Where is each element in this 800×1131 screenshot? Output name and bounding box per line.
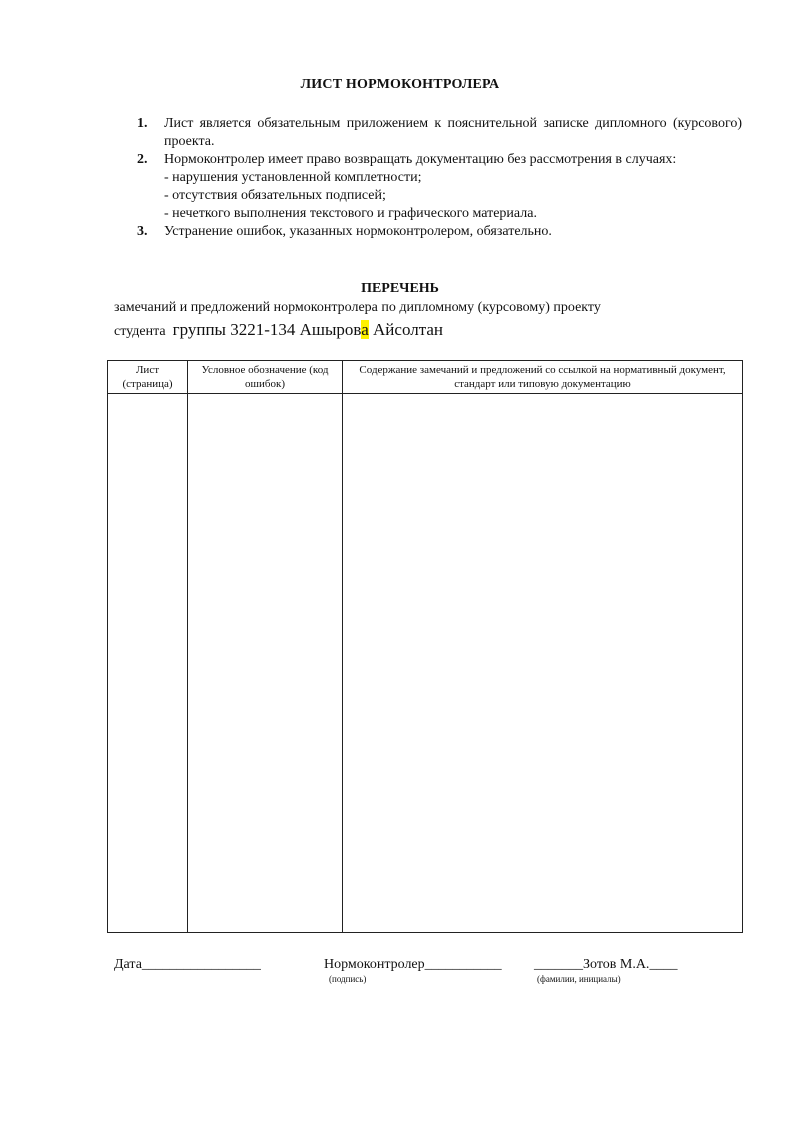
name-suffix-line: ____: [649, 957, 678, 972]
signature-caption: (подпись): [329, 974, 367, 984]
rule-number: 1.: [137, 116, 148, 131]
student-line: [114, 320, 443, 340]
rule-item-2: [137, 151, 742, 223]
rule-subitem: - отсутствия обязательных подписей;: [164, 188, 386, 203]
rule-item-3: [137, 223, 742, 241]
rule-number: 2.: [137, 152, 148, 167]
date-line: _________________: [141, 957, 261, 972]
text-highlight: а: [361, 320, 369, 339]
controller-field: [324, 957, 502, 973]
list-subtitle: замечаний и предложений нормоконтролера по дипломному (курсовому) проекту: [114, 300, 601, 315]
rule-text: Лист является обязательным приложением к пояснительной записке дипломного (курсового) проекта.: [164, 116, 742, 149]
controller-label: Нормоконтролер: [324, 957, 425, 972]
table-header-row: [108, 361, 743, 394]
table-row: [108, 394, 743, 933]
signature-line: ___________: [424, 957, 502, 972]
page-title: ЛИСТ НОРМОКОНТРОЛЕРА: [300, 77, 500, 92]
rule-subitem: - нарушения установленной комплетности;: [164, 170, 422, 185]
column-header-sheet: Лист (страница): [108, 361, 188, 394]
rules-list: [137, 115, 742, 241]
rule-text: Нормоконтролер имеет право возвращать документацию без рассмотрения в случаях:: [164, 152, 677, 167]
rule-text: Устранение ошибок, указанных нормоконтролером, обязательно.: [164, 224, 552, 239]
table-cell[interactable]: [108, 394, 188, 933]
rule-subitem: - нечеткого выполнения текстового и графического материала.: [164, 206, 537, 221]
name-field: [534, 957, 677, 973]
table-cell[interactable]: [343, 394, 743, 933]
rule-number: 3.: [137, 224, 148, 239]
student-group: группы 3221-134 Ашыров: [172, 320, 362, 339]
remarks-table: [107, 360, 743, 933]
column-header-content: Содержание замечаний и предложений со ссылкой на нормативный документ, стандарт или типовую документацию: [343, 361, 743, 394]
name-prefix-line: _______: [534, 957, 583, 972]
table-cell[interactable]: [188, 394, 343, 933]
list-title: ПЕРЕЧЕНЬ: [361, 281, 439, 296]
controller-name: Зотов М.А.: [583, 957, 650, 972]
name-caption: (фамилии, инициалы): [537, 974, 621, 984]
rule-item-1: [137, 115, 742, 151]
date-field: [114, 957, 261, 973]
student-label: студента: [114, 324, 166, 339]
column-header-code: Условное обозначение (код ошибок): [188, 361, 343, 394]
student-name: Айсолтан: [368, 320, 443, 339]
date-label: Дата: [114, 957, 142, 972]
